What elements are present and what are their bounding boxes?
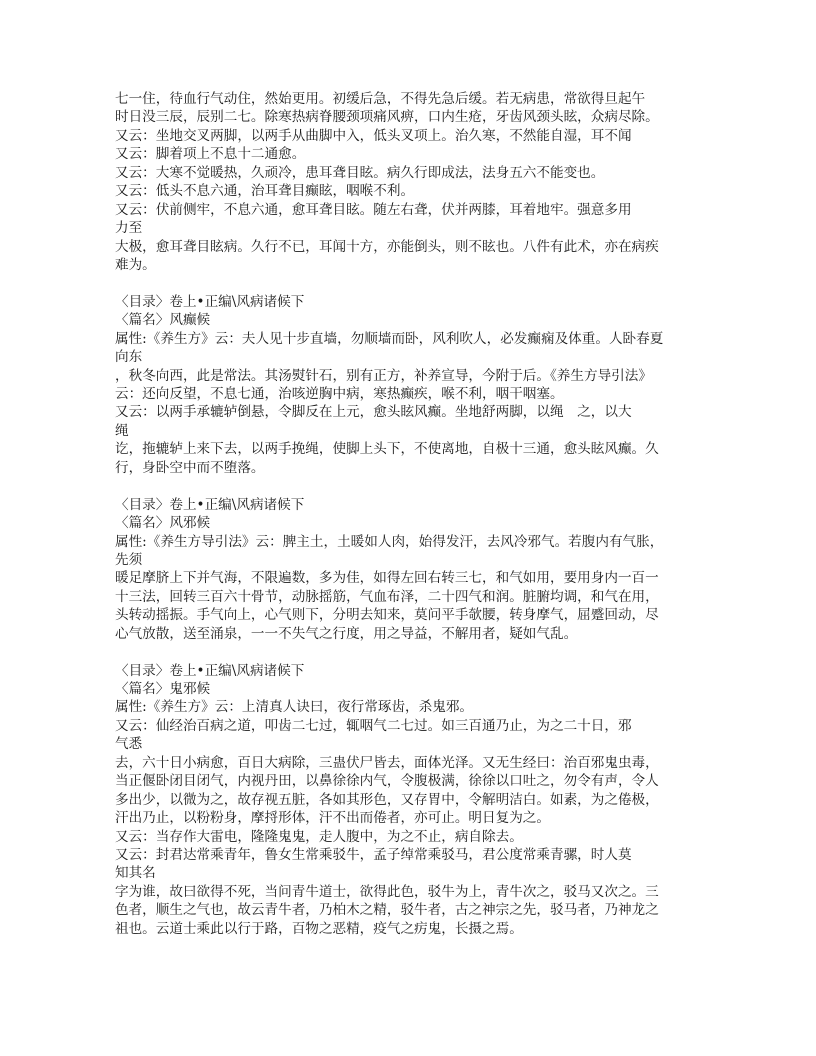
text-line: 祖也。云道士乘此以行于路，百物之恶精，疫气之疠鬼，长摄之焉。 bbox=[115, 920, 523, 937]
text-line: 头转动摇振。手气向上，心气则下，分明去知来，莫问平手欹腰，转身摩气，屈蹙回动，尽 bbox=[115, 607, 659, 624]
text-line: 时日没三辰，辰别二七。除寒热病脊腰颈项痛风痹，口内生疮，牙齿风颈头眩，众病尽除。 bbox=[115, 109, 659, 126]
text-line: 力至 bbox=[115, 220, 143, 237]
text-line: 〈目录〉卷上•正编\风病诸候下 bbox=[115, 496, 305, 513]
document-text bbox=[115, 90, 724, 938]
text-line: 难为。 bbox=[115, 256, 156, 273]
text-line: 多出少，以微为之，故存视五脏，各如其形色，又存胃中，令解明洁白。如素，为之倦极， bbox=[115, 791, 659, 808]
blank-line bbox=[115, 274, 724, 292]
text-line: 知其名 bbox=[115, 865, 156, 882]
text-line: 气悉 bbox=[115, 736, 143, 753]
text-line: 行，身卧空中而不堕落。 bbox=[115, 459, 265, 476]
text-line: 〈篇名〉风癫候 bbox=[115, 312, 211, 329]
text-line: 〈篇名〉鬼邪候 bbox=[115, 681, 211, 697]
text-line: 属性:《养生方导引法》云：脾主土，土暖如人肉，始得发汗，去风冷邪气。若腹内有气胀， bbox=[115, 533, 664, 550]
text-line: 又云：封君达常乘青年，鲁女生常乘驳牛，孟子绰常乘驳马，君公度常乘青骡，时人莫 bbox=[115, 846, 632, 863]
text-line: 又云：大寒不觉暖热，久顽冷，患耳聋目眩。病久行即成法，法身五六不能变也。 bbox=[115, 164, 605, 181]
text-line: 又云：低头不息六通，治耳聋目癫眩，咽喉不利。 bbox=[115, 183, 415, 200]
text-line: 去，六十日小病愈，百日大病除，三蛊伏尸皆去，面体光泽。又无生经曰：治百邪鬼虫毒， bbox=[115, 754, 659, 771]
text-line: 又云：脚着项上不息十二通愈。 bbox=[115, 146, 306, 163]
text-line: 色者，顺生之气也，故云青牛者，乃柏木之精，驳牛者，古之神宗之先，驳马者，乃神龙之 bbox=[115, 902, 659, 919]
text-line: 大极，愈耳聋目眩病。久行不已，耳闻十方，亦能倒头，则不眩也。八件有此术，亦在病疾 bbox=[115, 238, 659, 255]
text-line: 字为谁，故曰欲得不死，当问青牛道士，欲得此色，驳牛为上，青牛次之，驳马又次之。三 bbox=[115, 883, 659, 900]
text-line: 属性:《养生方》云：夫人见十步直墙，勿顺墙而卧，风利吹人，必发癫痫及体重。人卧春夏 bbox=[115, 330, 664, 347]
text-line: 云：还向反望，不息七通，治咳逆胸中病，寒热癫疾，喉不利，咽干咽塞。 bbox=[115, 386, 564, 402]
text-line: 汗出乃止，以粉粉身，摩捋形体，汗不出而倦者，亦可止。明日复为之。 bbox=[115, 810, 550, 827]
text-line: 又云：伏前侧牢，不息六通，愈耳聋目眩。随左右聋，伏并两膝，耳着地牢。强意多用 bbox=[115, 201, 632, 218]
text-line: 〈目录〉卷上•正编\风病诸候下 bbox=[115, 662, 305, 679]
text-line: 又云：当存作大雷电，隆隆鬼鬼，走人腹中，为之不止，病自除去。 bbox=[115, 828, 523, 845]
blank-line bbox=[115, 477, 724, 495]
text-line: 又云：以两手承辘轳倒悬，令脚反在上元，愈头眩风癫。坐地舒两脚，以绳 之，以大 bbox=[115, 404, 632, 421]
text-line: 〈目录〉卷上•正编\风病诸候下 bbox=[115, 293, 305, 310]
text-line: 心气放散，送至涌泉，一一不失气之行度，用之导益，不解用者，疑如气乱。 bbox=[115, 625, 578, 642]
text-line: 属性:《养生方》云：上清真人诀曰，夜行常琢齿，杀鬼邪。 bbox=[115, 699, 474, 716]
text-line: 讫，拖辘轳上来下去，以两手挽绳，使脚上头下，不使离地，自极十三通，愈头眩风癫。久 bbox=[115, 441, 659, 458]
text-line: 当正偃卧闭目闭气，内视丹田，以鼻徐徐内气，令腹极满，徐徐以口吐之，勿令有声，令人 bbox=[115, 773, 659, 790]
text-line: ，秋冬向西，此是常法。其汤熨针石，别有正方，补养宣导，今附于后。《养生方导引法》 bbox=[115, 367, 652, 384]
text-line: 先须 bbox=[115, 551, 143, 568]
text-line: 绳 bbox=[115, 422, 129, 439]
text-line: 又云：仙经治百病之道，叩齿二七过，辄咽气二七过。如三百通乃止，为之二十日，邪 bbox=[115, 717, 632, 734]
text-line: 又云：坐地交叉两脚，以两手从曲脚中入，低头叉项上。治久寒，不然能自湿，耳不闻 bbox=[115, 127, 632, 144]
text-line: 十三法，回转三百六十骨节，动脉摇筋，气血布泽，二十四气和润。脏腑均调，和气在用， bbox=[115, 588, 659, 605]
text-line: 向东 bbox=[115, 349, 143, 366]
text-line: 七一住，待血行气动住，然始更用。初缓后急，不得先急后缓。若无病患，常欲得旦起午 bbox=[115, 91, 646, 107]
text-line: 暖足摩脐上下并气海，不限遍数，多为佳，如得左回右转三七，和气如用，要用身内一百一 bbox=[115, 570, 659, 587]
text-line: 〈篇名〉风邪候 bbox=[115, 515, 211, 532]
blank-line bbox=[115, 643, 724, 661]
